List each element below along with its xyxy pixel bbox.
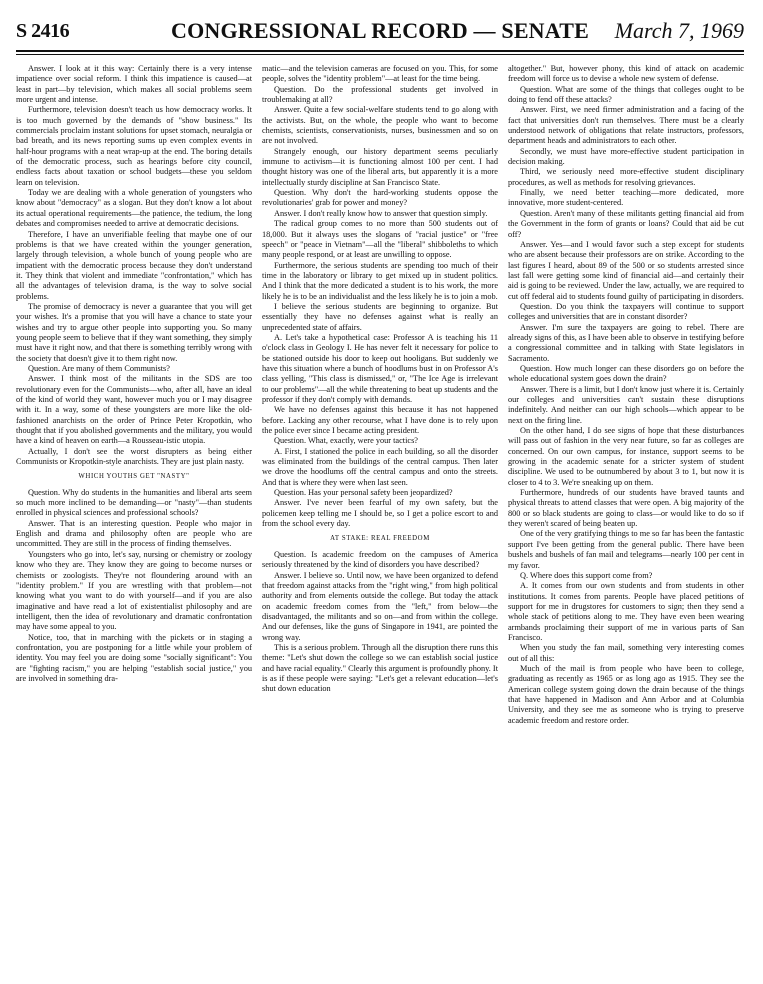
paragraph: Strangely enough, our history department seems peculiarly immune to activism—it is functioning almost 100 per cent. I had thought history was one of the liberal arts, but apparently it is a more intellectually sturdy discipline at San Francisco State.: [262, 146, 498, 187]
paragraph: Answer. I don't really know how to answer that question simply.: [274, 208, 488, 218]
paragraph: Question. What, exactly, were your tactics?: [274, 436, 418, 446]
paragraph: A. Let's take a hypothetical case: Professor A is teaching his 11 o'clock class in Geology I. He has never felt it necessary for police to be stationed outside his door to keep out hooligans. But suddenly we have this situation where a bunch of hoodlums bust in on Professor A's class yelling, "This class is dismissed," or, "The Ice Age is irrelevant to our problems"—all the while threatening to beat up students and the professor if they don't comply with demands.: [262, 332, 498, 404]
paragraph: Answer. I believe so. Until now, we have been organized to defend that freedom against attacks from the "right wing," from high political authority and from elements outside the college. But today the attack on academic freedom comes from the "left," from below—the disadvantaged, the militants and so on—and from within the college. And our defenses, like the guns of Singapore in 1941, are pointed the wrong way.: [262, 570, 498, 642]
paragraph: Finally, we need better teaching—more dedicated, more innovative, more student-centered.: [508, 188, 744, 208]
paragraph: I believe the serious students are beginning to organize. But essentially they have no defenses against what is really an unprecedented state of affairs.: [262, 301, 498, 332]
paragraph: Today we are dealing with a whole generation of youngsters who know about "democracy" as a slogan. But they don't know a lot about its actual operational requirements—the patience, the tedium, the long debates and compromises needed to arrive at democratic decisions.: [16, 188, 252, 229]
paragraph: This is a serious problem. Through all the disruption there runs this theme: "Let's shut down the college so we can establish social justice and have racial equality." Clearly this argument is profoundly phony. It is as if these people were saying: "Let's get a relevant education—let's shut down education: [262, 642, 498, 694]
column-1: [16, 64, 252, 976]
paragraph: Question. Are many of them Communists?: [28, 363, 170, 373]
paragraph: The radical group comes to no more than 500 students out of 18,000. But it always uses the slogans of "racial justice" or "free speech" or "peace in Vietnam"—all the "liberal" shibboleths to which many people respond, or at least are unwilling to oppose.: [262, 219, 498, 260]
paragraph: altogether." But, however phony, this kind of attack on academic freedom will force us to devise a whole new system of defense.: [508, 64, 744, 84]
paragraph: Answer. That is an interesting question. People who major in English and drama and philosophy often are people who are uncommitted. They are still in the process of finding themselves.: [16, 518, 252, 549]
paragraph: Secondly, we must have more-effective student participation in decision making.: [508, 146, 744, 167]
paragraph: One of the very gratifying things to me so far has been the fantastic support I've been getting from the general public. There have been bushels and bushels of fan mail and telegrams—nearly 100 per cent in my favor.: [508, 529, 744, 570]
paragraph: Question. How much longer can these disorders go on before the whole educational system goes down the drain?: [508, 363, 744, 384]
header-rule-thick: [16, 50, 744, 52]
column-3: [508, 64, 744, 976]
publication-title: CONGRESSIONAL RECORD — SENATE: [171, 18, 589, 43]
paragraph: Answer. I'm sure the taxpayers are going to rebel. There are already signs of this, as I have been able to observe in testifying before a congressional committee and in talking with State legislators in Sacramento.: [508, 322, 744, 363]
paragraph: Furthermore, television doesn't teach us how democracy works. It is too much governed by the demands of "show business." Its commercials proclaim instant solutions for upset stomach, neuralgia or bad breath, and its news reporting sums up even complex events in half-hour programs with a neat wrap-up at the end. The boring details of the democratic process, such as hearings before city council, endless facts about taxation or school budgets—these you seldom learn on television.: [16, 105, 252, 187]
page-number: S 2416: [16, 20, 70, 42]
paragraph: Question. Aren't many of these militants getting financial aid from the Government in the form of grants or loans? Could that aid be cut off?: [508, 208, 744, 239]
paragraph: Question. Is academic freedom on the campuses of America seriously threatened by the kind of disorders you have described?: [262, 549, 498, 570]
paragraph: Notice, too, that in marching with the pickets or in staging a confrontation, you are postponing for a little while your problem of identity. You may feel you are doing some "socially significant": You are "fighting racism," you are helping "establish social justice," you are involved in something dra-: [16, 632, 252, 683]
paragraph: Q. Where does this support come from?: [520, 570, 653, 580]
paragraph: We have no defenses against this because it has not happened before. Lacking any other recourse, what I have done is to rely upon the police ever since I became acting president.: [262, 405, 498, 436]
paragraph: matic—and the television cameras are focused on you. This, for some people, solves the "identity problem"—at least for the time being.: [262, 64, 498, 84]
paragraph: Question. Has your personal safety been jeopardized?: [274, 488, 453, 498]
paragraph: Question. What are some of the things that colleges ought to be doing to fend off these attacks?: [508, 84, 744, 105]
paragraph: Question. Do the professional students get involved in troublemaking at all?: [262, 84, 498, 105]
page-header: [16, 12, 744, 50]
paragraph: Answer. I look at it this way: Certainly there is a very intense impatience over social reform. I think this impatience is caused—at least in part—by television, which makes all social problems seem more urgent and intense.: [16, 64, 252, 105]
section-heading: WHICH YOUTHS GET "NASTY": [78, 473, 190, 481]
paragraph: The promise of democracy is never a guarantee that you will get your wishes. It's a promise that you will have a chance to state your wishes and try to argue other people into supporting you. So many young people seem to believe that if they want something, they simply must have it right now, and that there is something terribly wrong with the society that doesn't give it to them right now.: [16, 301, 252, 363]
paragraph: Much of the mail is from people who have been to college, graduating as recently as 1965 or as long ago as 1915. They see the American college system going down the drain because of the things that have happened in Madison and Ann Arbor and at Columbia University, and they see me as someone who is trying to preserve academic freedom and restore order.: [508, 663, 744, 725]
paragraph: Answer. Quite a few social-welfare students tend to go along with the activists. But, on the whole, the people who want to become chemists, scientists, conservationists, nurses, businessmen and so on are not involved.: [262, 105, 498, 146]
paragraph: Answer. I think most of the militants in the SDS are too revolutionary even for the Communists—who, after all, have an ideal of the kind of world they want, however much you or I may disagree with it. In a way, some of these youngsters are more like the old-fashioned anarchists on the order of Prince Peter Kropotkin, who thought that if you abolished governments and the military, you would have a kind of heaven on earth—a Rousseau-istic utopia.: [16, 374, 252, 446]
paragraph: Third, we seriously need more-effective student disciplinary procedures, as well as methods for resolving grievances.: [508, 167, 744, 187]
paragraph: Therefore, I have an unverifiable feeling that maybe one of our problems is that we have created within the younger generation, largely through television, a whole bunch of young people who are impatient with the democratic process because they don't understand it. They think that violent and immediate "confrontation," which has all the advantages of television drama, is the way to solve social problems.: [16, 229, 252, 301]
issue-date: March 7, 1969: [614, 18, 744, 43]
paragraph: Question. Why do students in the humanities and liberal arts seem so much more inclined to be demanding—or "nasty"—than students enrolled in physical sciences and professional schools?: [16, 487, 252, 518]
paragraph: Furthermore, hundreds of our students have braved taunts and physical threats to attend classes that were open. A big majority of the 800 or so black students are going to class—or would like to do so if they weren't scared of being beaten up.: [508, 488, 744, 529]
paragraph: Question. Why don't the hard-working students oppose the revolutionaries' grab for power and money?: [262, 188, 498, 208]
header-rule-thin: [16, 54, 744, 55]
paragraph: On the other hand, I do see signs of hope that these disturbances will pass out of fashion in the very near future, so far as colleges are concerned. On our own campus, for instance, support seems to be growing in the academic senate for a stricter system of student discipline. We used to be outnumbered by about 3 to 1, but now it is closer to 4 to 3. We're sneaking up on them.: [508, 426, 744, 487]
paragraph: Question. Do you think the taxpayers will continue to support colleges and universities that are in constant disorder?: [508, 301, 744, 322]
paragraph: A. First, I stationed the police in each building, so all the disorder was eliminated from the buildings of the central campus. Then later we drove the hoodlums off the central campus and onto the streets. And that is where they were when last seen.: [262, 446, 498, 487]
paragraph: Youngsters who go into, let's say, nursing or chemistry or zoology know who they are. They know they are going to become nurses or chemists or zoologists. They're not floundering around with an "identity problem." If you are wrestling with that problem—not knowing what you want to do with yourself—and if you are also imaginative and have read a lot of existentialist philosophy and are intelligent, then the idea of revolutionary and dramatic confrontation may have some appeal to you.: [16, 549, 252, 632]
text-columns: [16, 64, 744, 976]
paragraph: Furthermore, the serious students are spending too much of their time in the laboratory or library to get mixed up in student politics. And I think that the more dedicated a student is to his work, the more likely he is to be an individualist and the less likely he is to join a mob.: [262, 260, 498, 301]
paragraph: Answer. I've never been fearful of my own safety, but the policemen keep telling me I should be, so I get a police escort to and from the school every day.: [262, 498, 498, 529]
paragraph: Actually, I don't see the worst disrupters as being either Communists or Kropotkin-style anarchists. They are just plain nasty.: [16, 446, 252, 467]
paragraph: A. It comes from our own students and from students in other institutions. It comes from parents. People have placed petitions of support for me in drugstores for customers to sign; then they send a whole stack of petitions along to me. They have even been wearing armbands proclaiming their support of me in various parts of San Francisco.: [508, 581, 744, 642]
paragraph: Answer. Yes—and I would favor such a step except for students who are absent because their professors are on strike. According to the last figures I heard, about 89 of the 500 or so students arrested since last fall were getting some kind of financial aid—and certainly their aid is going to be reviewed. Under the law, actually, we are required to cut off federal aid to students found guilty of participating in disorders.: [508, 239, 744, 301]
paragraph: Answer. There is a limit, but I don't know just where it is. Certainly our colleges and universities can't sustain these disruptions indefinitely. And neither can our high schools—which appear to be next on the firing line.: [508, 384, 744, 425]
section-heading: AT STAKE: REAL FREEDOM: [330, 535, 430, 543]
column-2: [262, 64, 498, 976]
paragraph: When you study the fan mail, something very interesting comes out of all this:: [508, 643, 744, 663]
paragraph: Answer. First, we need firmer administration and a facing of the fact that universities don't run themselves. There must be a clearly understood network of obligations that relate instructors, professors, department heads and administrators to each other.: [508, 105, 744, 146]
